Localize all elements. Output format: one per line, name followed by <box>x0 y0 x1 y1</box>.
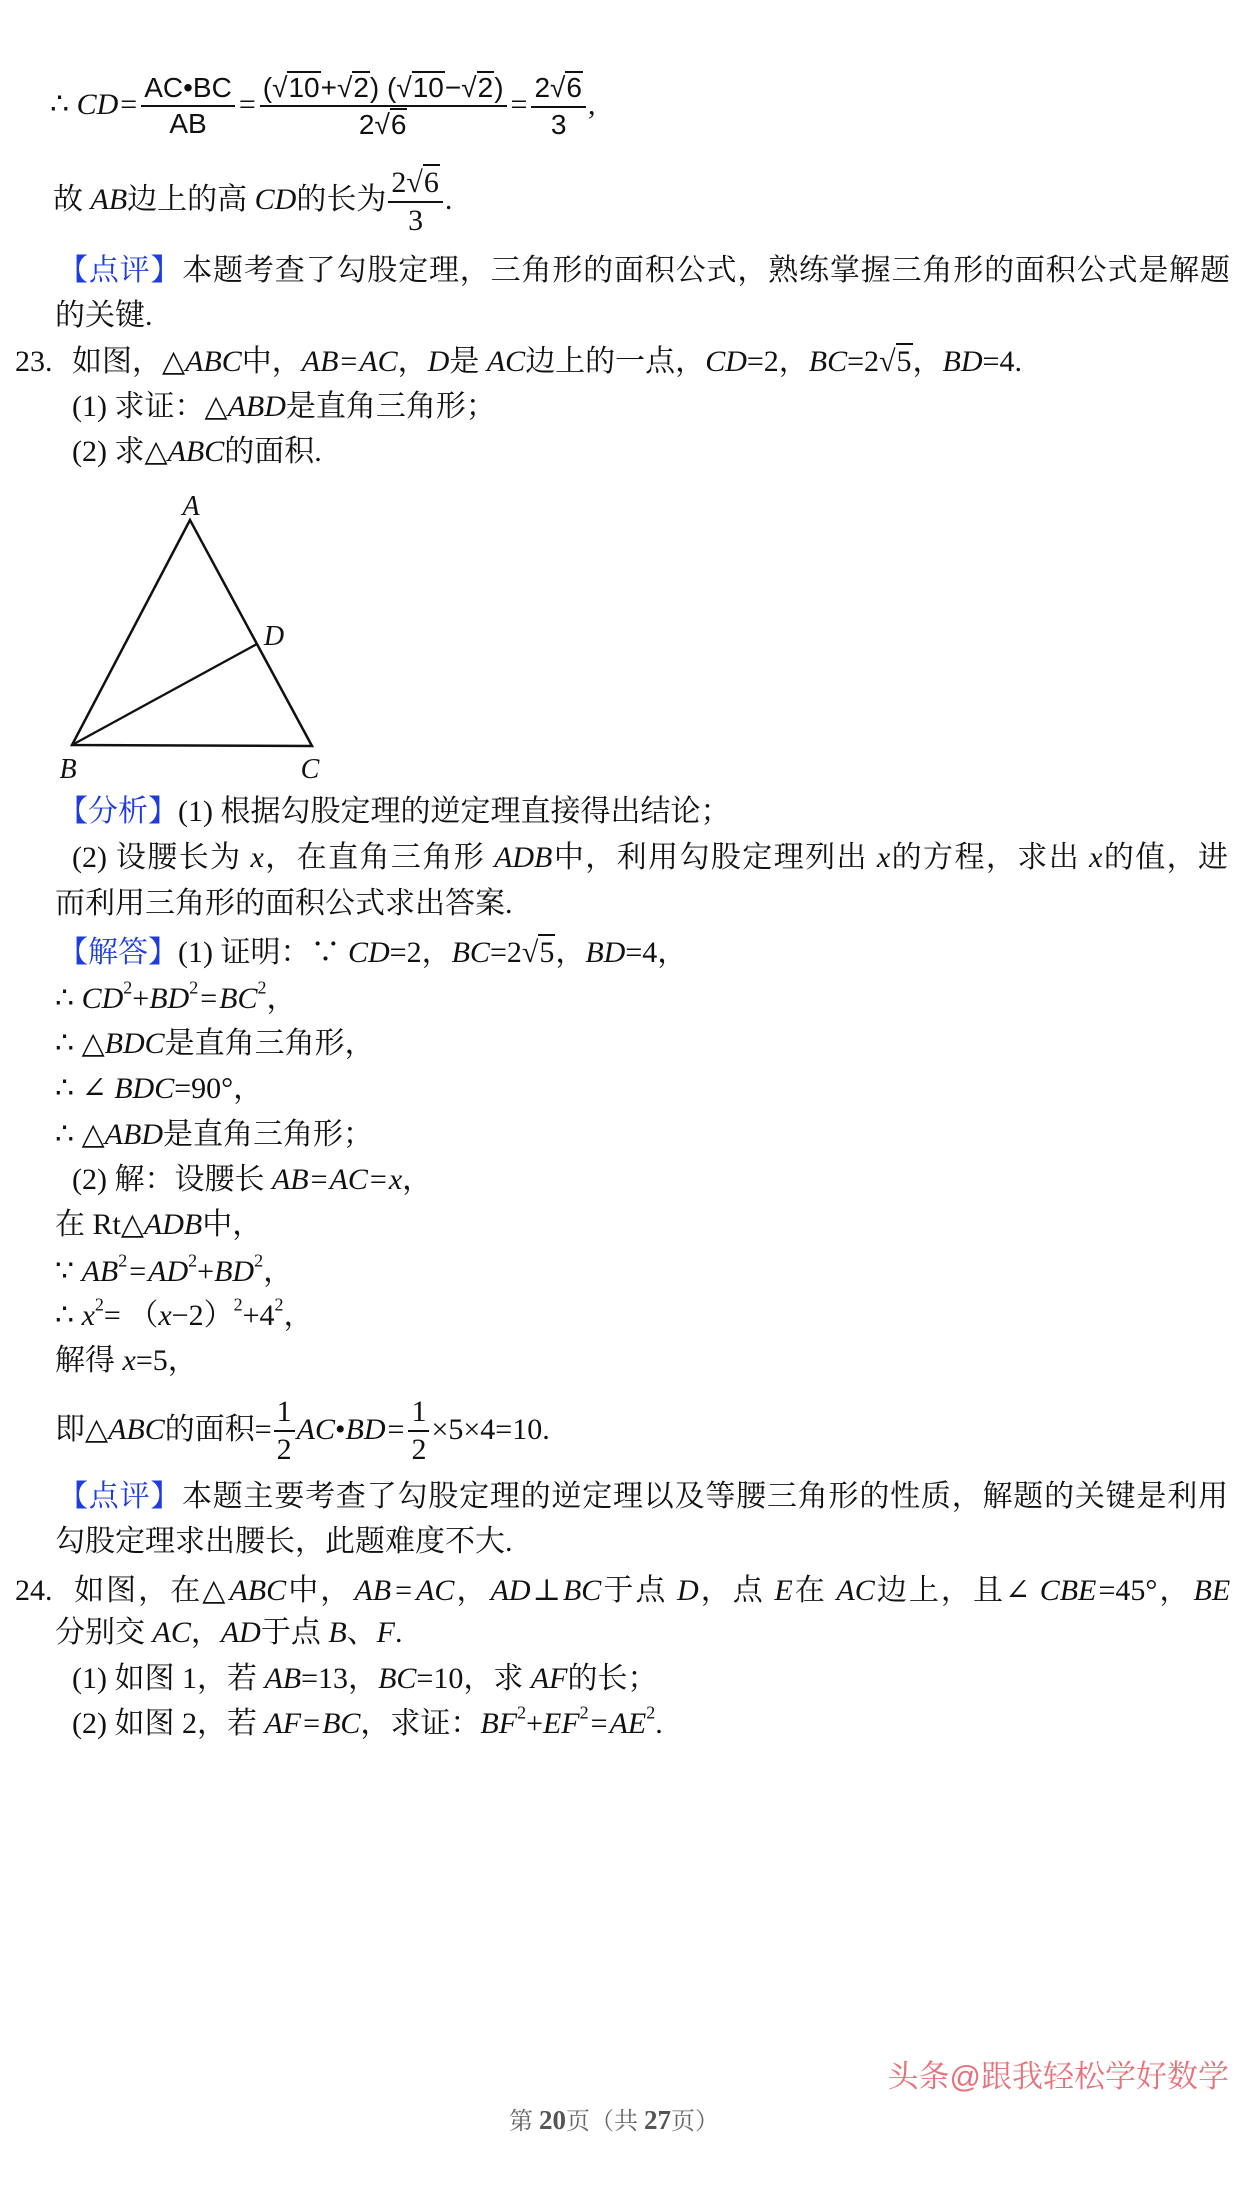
triangle-symbol: △ <box>144 435 168 468</box>
text: 是直角三角形； <box>163 1118 373 1151</box>
text: 如图， <box>72 345 162 378</box>
radical-sign-icon <box>396 72 411 103</box>
text: 如图，在△ <box>74 1574 228 1607</box>
text: ， <box>912 345 943 378</box>
math-var: BC <box>451 936 490 969</box>
radicand: 6 <box>390 109 407 140</box>
footer-mid: 页（共 <box>566 2109 644 2135</box>
text: 边上的高 <box>127 183 255 216</box>
vertex-label-c: C <box>300 754 320 785</box>
radical-sign-icon <box>461 72 476 103</box>
math-var: AC <box>329 1163 368 1196</box>
text: 的方程，求出 <box>891 841 1090 874</box>
radical-sign-icon <box>522 936 538 969</box>
triangle-symbol: △ <box>162 345 186 378</box>
math-var: x <box>122 1344 136 1377</box>
text: ， <box>263 1255 294 1288</box>
denominator <box>274 1432 295 1468</box>
q22-review-line-1 <box>58 249 1230 293</box>
radical-sign-icon <box>272 72 287 103</box>
text: (2) 设腰长为 <box>72 841 251 874</box>
math-var: BD <box>345 1413 386 1446</box>
math-var: x <box>81 1299 95 1332</box>
vertex-label-b: B <box>59 754 77 785</box>
coefficient: 2 <box>358 109 375 140</box>
radical-sign-icon <box>406 166 422 199</box>
q24-stem-line-2 <box>55 1611 403 1655</box>
paren: ( <box>262 71 273 103</box>
math-var: CD <box>347 936 390 969</box>
math-var: AD <box>148 1255 189 1288</box>
math-var: AF <box>264 1707 302 1740</box>
section-label-answer: 【解答】 <box>58 936 178 969</box>
q24-part-2 <box>72 1702 663 1746</box>
question-number: 24. <box>15 1574 53 1607</box>
math-var: BDC <box>104 1027 165 1060</box>
text: ，在直角三角形 <box>265 841 495 874</box>
denominator <box>141 107 235 140</box>
radicand: 5 <box>539 936 555 969</box>
superscript: 2 <box>233 1294 243 1315</box>
math-var: EF <box>542 1707 580 1740</box>
math-var: CD <box>254 183 297 216</box>
math-var: BC <box>808 345 848 378</box>
math-var: AB <box>264 1662 302 1695</box>
denominator <box>408 1432 429 1468</box>
math-var: AE <box>609 1707 647 1740</box>
text: 本题主要考查了勾股定理的逆定理以及等腰三角形的性质，解题的关键是利用 <box>181 1480 1229 1513</box>
radicand: 10 <box>412 71 444 103</box>
math-var: B <box>328 1616 347 1649</box>
superscript: 2 <box>123 977 133 998</box>
text: =45°， <box>1098 1574 1192 1607</box>
text: =2 <box>847 345 880 378</box>
text: ∴ <box>55 1299 82 1332</box>
text: ， <box>283 1299 314 1332</box>
q23-answer-line-8 <box>55 1250 293 1294</box>
text: (2) 解：设腰长 <box>72 1163 272 1196</box>
math-var: AC <box>296 1413 336 1446</box>
fraction-2sqrt6-over-3 <box>388 164 442 239</box>
text: 的长为 <box>296 183 387 216</box>
coefficient: 2 <box>534 72 551 104</box>
text: 边上的一点， <box>525 345 706 378</box>
math-var: AB <box>301 345 339 378</box>
math-var: AB <box>90 183 128 216</box>
radicand: 6 <box>566 72 582 104</box>
math-var: ADB <box>143 1208 203 1241</box>
text: =4， <box>625 936 688 969</box>
radicand: 2 <box>477 71 494 103</box>
text: ∴ <box>55 982 82 1015</box>
math-var: D <box>427 345 450 378</box>
math-var: ABC <box>229 1574 287 1607</box>
text: 是直角三角形； <box>285 390 496 423</box>
text: 在 <box>794 1574 837 1607</box>
sqrt <box>879 340 912 393</box>
text: 的面积. <box>224 435 322 468</box>
denominator <box>260 107 507 141</box>
sqrt <box>272 71 321 104</box>
text: 的面积= <box>164 1413 272 1446</box>
q23-answer-line-10 <box>55 1339 198 1383</box>
math-var: AD <box>490 1574 531 1607</box>
operator: + <box>320 71 337 103</box>
equals-sign: = <box>395 1574 413 1607</box>
numerator <box>141 72 235 107</box>
math-var: AC <box>152 1616 191 1649</box>
text: ， <box>402 1163 433 1196</box>
text: 、 <box>346 1616 377 1649</box>
text: 解得 <box>55 1344 123 1377</box>
radicand: 6 <box>423 165 439 199</box>
text: =10，求 <box>416 1662 531 1695</box>
denominator-text: 2 <box>276 1433 292 1466</box>
math-var: CD <box>705 345 747 378</box>
section-label-analysis: 【分析】 <box>58 795 178 828</box>
text: =2， <box>746 345 809 378</box>
equals-sign: = <box>129 1255 147 1288</box>
math-var: AD <box>220 1616 261 1649</box>
fraction-one-half <box>408 1395 429 1468</box>
text: 而利用三角形的面积公式求出答案. <box>55 887 513 920</box>
numerator-text: 1 <box>276 1394 292 1428</box>
text: ∴ ∠ <box>55 1072 115 1105</box>
math-var: ABC <box>185 345 242 378</box>
math-var: D <box>677 1574 699 1607</box>
operator: + <box>132 982 150 1015</box>
superscript: 2 <box>188 1250 198 1271</box>
math-var: AC <box>359 345 398 378</box>
section-label-review: 【点评】 <box>58 254 182 287</box>
total-page-count: 27 <box>644 2105 671 2135</box>
equals-sign: = <box>200 982 218 1015</box>
text: ×5×4=10. <box>431 1413 550 1446</box>
radical-sign-icon <box>337 72 352 103</box>
q23-answer-line-2 <box>55 977 296 1021</box>
text: = （ <box>103 1299 159 1332</box>
superscript: 2 <box>189 977 199 998</box>
superscript: 2 <box>274 1294 284 1315</box>
dot-operator: • <box>335 1413 346 1446</box>
radicand: 10 <box>288 71 320 103</box>
cd-formula-line <box>50 60 595 150</box>
text: 本题考查了勾股定理，三角形的面积公式，熟练掌握三角形的面积公式是解题 <box>182 254 1231 287</box>
math-var: BD <box>942 345 983 378</box>
text: . <box>655 1707 663 1740</box>
math-var: BC <box>378 1662 417 1695</box>
text: −2） <box>171 1299 234 1332</box>
math-var: BDC <box>114 1072 175 1105</box>
q23-review-line-1 <box>58 1475 1228 1519</box>
denominator <box>531 108 586 141</box>
radical-sign-icon <box>550 72 565 103</box>
question-number: 23. <box>15 345 53 378</box>
text: 于点 <box>603 1574 678 1607</box>
numerator <box>531 71 586 107</box>
text: 是 <box>449 345 487 378</box>
fraction-2sqrt6-over-3 <box>531 71 586 140</box>
perpendicular-symbol: ⊥ <box>532 1574 561 1607</box>
text: 中，利用勾股定理列出 <box>553 841 877 874</box>
math-var: AC <box>416 1574 455 1607</box>
equals-sign: = <box>387 1413 405 1446</box>
math-var: ABD <box>104 1118 163 1151</box>
denominator-text: 3 <box>550 108 567 140</box>
sqrt <box>337 71 370 104</box>
superscript: 2 <box>118 1250 128 1271</box>
equals-sign: = <box>238 88 256 121</box>
q23-review-line-2 <box>55 1520 513 1564</box>
text: 故 <box>53 183 91 216</box>
text: ， <box>266 982 297 1015</box>
q24-part-1 <box>72 1657 657 1701</box>
text: ， <box>456 1574 489 1607</box>
text: . <box>395 1616 403 1649</box>
text: (1) 根据勾股定理的逆定理直接得出结论； <box>178 795 731 828</box>
radicand: 2 <box>353 71 369 103</box>
operator: + <box>197 1255 215 1288</box>
q23-answer-line-1 <box>58 931 687 975</box>
conclusion-line <box>53 155 452 245</box>
watermark: 头条@跟我轻松学好数学 <box>887 2059 1229 2094</box>
math-var: ABC <box>108 1413 165 1446</box>
vertex-label-a: A <box>182 491 200 522</box>
math-var: BD <box>585 936 626 969</box>
math-var: ADB <box>494 841 553 874</box>
equals-sign: = <box>590 1707 608 1740</box>
text: 中， <box>202 1208 263 1241</box>
q23-answer-line-9 <box>55 1294 314 1338</box>
superscript: 2 <box>257 977 267 998</box>
math-var: x <box>388 1163 403 1196</box>
math-var: F <box>376 1616 395 1649</box>
footer-suffix: 页） <box>671 2109 719 2135</box>
math-var: BD <box>149 982 190 1015</box>
math-var: CD <box>81 982 124 1015</box>
equals-sign: = <box>340 345 358 378</box>
q23-answer-line-7 <box>55 1203 262 1247</box>
text: ， <box>190 1616 221 1649</box>
q23-part-1 <box>72 385 496 429</box>
equals-sign: = <box>510 88 528 121</box>
text: 的关键. <box>55 299 153 332</box>
math-var: CD <box>76 88 119 121</box>
radical-sign-icon <box>374 109 389 140</box>
sqrt <box>522 931 555 984</box>
text: +4 <box>242 1299 275 1332</box>
superscript: 2 <box>254 1250 264 1271</box>
numerator <box>260 71 507 107</box>
q24-stem-line-1 <box>15 1569 1230 1613</box>
q23-answer-line-5 <box>55 1113 373 1157</box>
math-var: AC <box>836 1574 875 1607</box>
text: 是直角三角形， <box>164 1027 375 1060</box>
math-var: BD <box>214 1255 255 1288</box>
math-var: x <box>250 841 264 874</box>
math-var: BC <box>562 1574 602 1607</box>
equals-sign: = <box>310 1163 328 1196</box>
superscript: 2 <box>646 1702 656 1723</box>
text: 边上，且∠ <box>876 1574 1040 1607</box>
math-var: AB <box>81 1255 119 1288</box>
q23-stem <box>15 340 1022 384</box>
text: 在 Rt△ <box>55 1208 144 1241</box>
numerator <box>408 1395 429 1433</box>
text: ∴ △ <box>55 1118 105 1151</box>
operator: − <box>444 71 462 103</box>
text: 分别交 <box>55 1616 153 1649</box>
denominator <box>388 203 442 239</box>
q23-answer-line-4 <box>55 1067 263 1111</box>
text: 即△ <box>55 1413 109 1446</box>
triangle-abc-figure <box>30 480 370 790</box>
q22-review-line-2 <box>55 294 153 338</box>
therefore-symbol: ∴ <box>50 88 77 121</box>
q23-answer-line-6 <box>72 1158 432 1202</box>
paren: ) ( <box>369 71 397 103</box>
numerator <box>388 164 442 204</box>
math-var: CBE <box>1039 1574 1097 1607</box>
text: (1) 证明：∵ <box>178 936 348 969</box>
coefficient: 2 <box>391 165 407 199</box>
math-var: x <box>1089 841 1103 874</box>
sqrt <box>374 108 407 141</box>
sqrt <box>396 71 445 104</box>
text: 于点 <box>260 1616 329 1649</box>
superscript: 2 <box>517 1702 527 1723</box>
math-var: BF <box>480 1707 518 1740</box>
section-label-review: 【点评】 <box>58 1480 182 1513</box>
text: ， <box>555 936 586 969</box>
math-var: AC <box>486 345 526 378</box>
denominator-text: 2 <box>411 1433 427 1466</box>
period: . <box>444 183 453 216</box>
sqrt <box>550 71 583 104</box>
text: =2 <box>489 936 522 969</box>
text: (1) 求证： <box>72 390 205 423</box>
math-var: ABD <box>227 390 286 423</box>
math-var: AF <box>530 1662 568 1695</box>
paren: ) <box>494 71 504 103</box>
numerator-text: 1 <box>411 1394 427 1428</box>
text: 中， <box>241 345 302 378</box>
q23-answer-line-3 <box>55 1022 375 1066</box>
text: ，求证： <box>360 1707 481 1740</box>
denominator-text: AB <box>169 108 207 139</box>
text: ∵ <box>55 1255 82 1288</box>
text: =2， <box>389 936 452 969</box>
fraction-one-half <box>274 1395 295 1468</box>
radicand: 5 <box>896 345 912 378</box>
page-footer <box>0 2100 1228 2140</box>
comma: , <box>587 88 596 121</box>
operator: + <box>526 1707 543 1740</box>
math-var: E <box>774 1574 793 1607</box>
superscript: 2 <box>94 1294 104 1315</box>
text: =4. <box>982 345 1022 378</box>
fraction-product-over-2sqrt6 <box>260 71 507 141</box>
text: ， <box>397 345 428 378</box>
sqrt <box>461 71 494 104</box>
numerator <box>274 1395 295 1433</box>
text: =90°， <box>174 1072 264 1105</box>
q23-analysis-line-1 <box>58 790 730 834</box>
equals-sign: = <box>120 88 138 121</box>
vertex-label-d: D <box>263 621 285 652</box>
math-var: x <box>876 841 891 874</box>
text: (2) 如图 2，若 <box>72 1707 265 1740</box>
superscript: 2 <box>579 1702 589 1723</box>
equals-sign: = <box>303 1707 321 1740</box>
equals-sign: = <box>369 1163 387 1196</box>
sqrt <box>406 164 439 201</box>
math-var: BC <box>322 1707 361 1740</box>
denominator-text: 3 <box>408 204 424 237</box>
text: 中， <box>288 1574 353 1607</box>
triangle-symbol: △ <box>204 390 228 423</box>
math-var: x <box>158 1299 172 1332</box>
text: ∴ △ <box>55 1027 105 1060</box>
text: 的长； <box>567 1662 658 1695</box>
text: 的值，进 <box>1103 841 1229 874</box>
q23-answer-line-11 <box>55 1385 550 1475</box>
numerator-text: AC•BC <box>144 71 232 103</box>
math-var: AB <box>354 1574 392 1607</box>
math-var: BC <box>219 982 258 1015</box>
radical-sign-icon <box>879 345 895 378</box>
math-var: ABC <box>167 435 225 468</box>
text: =13， <box>301 1662 379 1695</box>
q23-analysis-line-3 <box>55 882 513 926</box>
text: =5， <box>135 1344 198 1377</box>
fraction-ac-bc-over-ab <box>141 72 235 140</box>
q23-analysis-line-2 <box>72 836 1228 880</box>
text: ，点 <box>700 1574 775 1607</box>
math-var: AB <box>271 1163 309 1196</box>
text: (1) 如图 1，若 <box>72 1662 265 1695</box>
math-var: BE <box>1193 1574 1231 1607</box>
footer-prefix: 第 <box>509 2109 539 2135</box>
text: 勾股定理求出腰长，此题难度不大. <box>55 1525 513 1558</box>
q23-part-2 <box>72 430 322 474</box>
text: (2) 求 <box>72 435 145 468</box>
current-page-number: 20 <box>539 2105 566 2135</box>
